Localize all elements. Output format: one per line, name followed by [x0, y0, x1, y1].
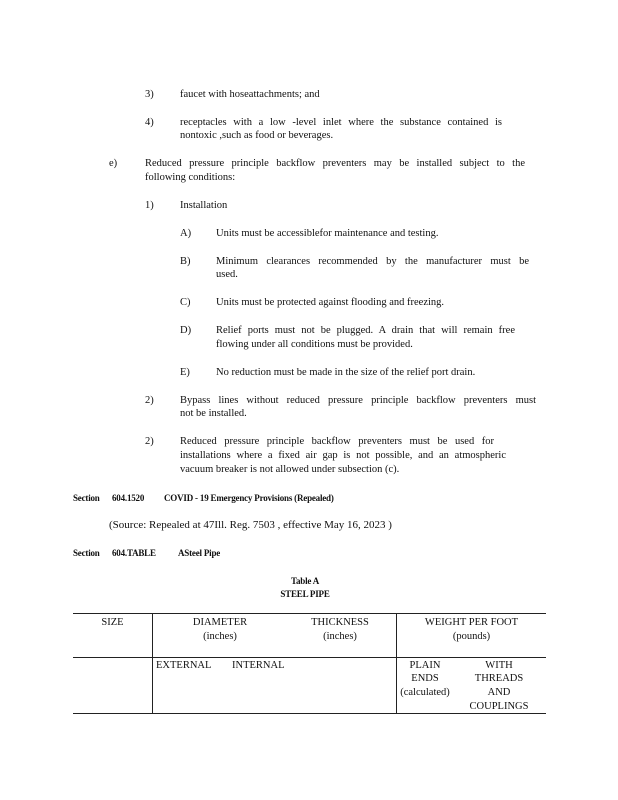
table-subheader-with-threads: COUPLINGS: [469, 701, 529, 712]
list-item-text: No reduction must be made in the size of the relief port drain.: [216, 367, 476, 378]
section-title: ASteel Pipe: [178, 548, 221, 558]
list-item-text: Units must be accessiblefor maintenance and testing.: [216, 228, 439, 239]
table-caption: Table A: [290, 576, 320, 586]
list-item-text: Units must be protected against flooding and freezing.: [216, 297, 445, 308]
section-number: 604.TABLE: [112, 548, 156, 558]
list-number: 4): [145, 117, 154, 128]
list-item-text-cont: vacuum breaker is not allowed under subsection (c).: [180, 464, 400, 475]
section-label: Section: [73, 493, 100, 503]
table-border-top: [73, 613, 546, 614]
list-number: 2): [145, 436, 154, 447]
table-caption-sub: STEEL PIPE: [280, 589, 330, 599]
list-item-text: Relief ports must not be plugged. A drain that will remain free: [216, 325, 515, 336]
list-number: 2): [145, 395, 154, 406]
table-subheader-plain-ends: (calculated): [400, 687, 450, 698]
table-col-divider: [152, 613, 153, 714]
table-header-size: SIZE: [101, 617, 124, 628]
list-number: 3): [145, 89, 154, 100]
list-letter: E): [180, 367, 190, 378]
list-item-text-cont: installations where a fixed air gap is not possible, and an atmospheric: [180, 450, 506, 461]
section-label: Section: [73, 548, 100, 558]
list-item-text-cont: flowing under all conditions must be provided.: [216, 339, 413, 350]
list-item-text: Installation: [180, 200, 228, 211]
table-subheader-with-threads: THREADS: [474, 673, 524, 684]
list-item-text-cont: nontoxic ,such as food or beverages.: [180, 130, 334, 141]
source-note: (Source: Repealed at 47Ill. Reg. 7503 , effective May 16, 2023 ): [109, 519, 392, 531]
list-number: e): [109, 158, 118, 169]
table-header-diameter-unit: (inches): [203, 631, 237, 642]
list-item-text: Reduced pressure principle backflow preventers must be used for: [180, 436, 494, 447]
list-letter: B): [180, 256, 191, 267]
table-header-weight: WEIGHT PER FOOT: [424, 617, 519, 628]
section-title: COVID - 19 Emergency Provisions (Repealed): [164, 493, 334, 503]
table-header-weight-unit: (pounds): [452, 631, 491, 642]
table-header-diameter: DIAMETER: [192, 617, 248, 628]
table-border-bottom: [73, 713, 546, 714]
list-letter: D): [180, 325, 192, 336]
table-subheader-external: EXTERNAL: [156, 660, 212, 671]
table-subheader-plain-ends: PLAIN: [409, 660, 441, 671]
section-number: 604.1520: [112, 493, 145, 503]
list-item-text-cont: not be installed.: [180, 408, 247, 419]
table-subheader-internal: INTERNAL: [232, 660, 285, 671]
list-letter: A): [180, 228, 192, 239]
list-item-text: faucet with hoseattachments; and: [180, 89, 320, 100]
list-item-text: Reduced pressure principle backflow preventers may be installed subject to the: [145, 158, 525, 169]
table-header-thickness-unit: (inches): [323, 631, 357, 642]
list-number: 1): [145, 200, 154, 211]
list-item-text: receptacles with a low -level inlet where the substance contained is: [180, 117, 502, 128]
table-row-divider: [73, 657, 546, 658]
table-subheader-with-threads: AND: [487, 687, 511, 698]
list-item-text-cont: following conditions:: [145, 172, 236, 183]
list-letter: C): [180, 297, 191, 308]
table-subheader-with-threads: WITH: [485, 660, 513, 671]
list-item-text-cont: used.: [216, 269, 238, 280]
table-header-thickness: THICKNESS: [311, 617, 369, 628]
list-item-text: Minimum clearances recommended by the manufacturer must be: [216, 256, 529, 267]
list-item-text: Bypass lines without reduced pressure principle backflow preventers must: [180, 395, 536, 406]
table-subheader-plain-ends: ENDS: [411, 673, 439, 684]
